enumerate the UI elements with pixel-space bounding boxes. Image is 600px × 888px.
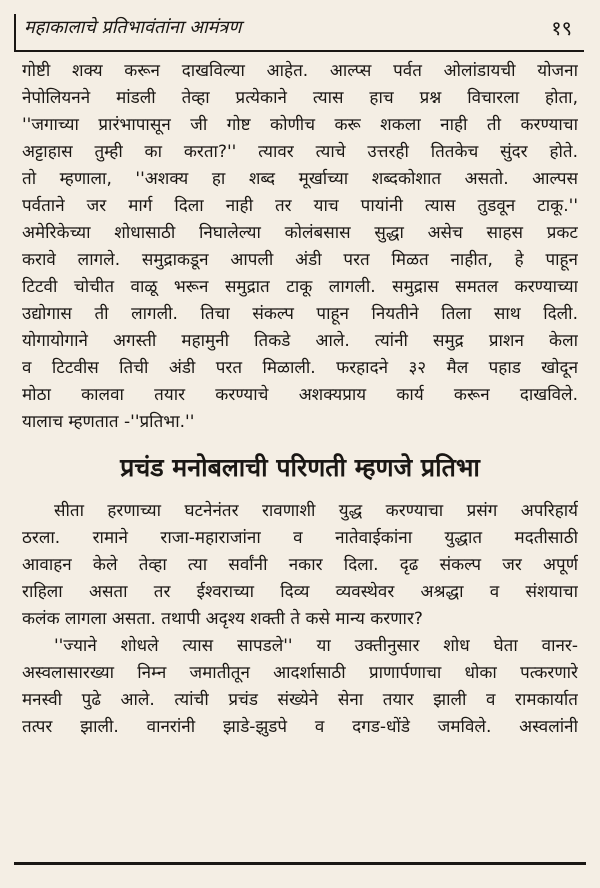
section-heading: प्रचंड मनोबलाची परिणती म्हणजे प्रतिभा <box>120 453 480 482</box>
text-line: करावे लागले. समुद्राकडून आपली अंडी परत मिळत नाहीत, हे पाहून <box>22 250 578 270</box>
text-line: उद्योगास ती लागली. तिचा संकल्प पाहून नियतीने तिला साथ दिली. <box>22 304 578 324</box>
text-line: टिटवी चोचीत वाळू भरून समुद्रात टाकू लागली. समुद्रास समतल करण्याच्या <box>22 277 578 297</box>
text-line: योगायोगाने अगस्ती महामुनी तिकडे आले. त्यांनी समुद्र प्राशन केला <box>22 331 578 351</box>
text-line: यालाच म्हणतात -''प्रतिभा.'' <box>22 412 195 432</box>
text-line: तत्पर झाली. वानरांनी झाडे-झुडपे व दगड-धोंडे जमविले. अस्वलांनी <box>22 717 578 737</box>
text-line: राहिला असता तर ईश्वराच्या दिव्य व्यवस्थेवर अश्रद्धा व संशयाचा <box>22 582 578 602</box>
text-line: अट्टाहास तुम्ही का करता?'' त्यावर त्याचे उत्तरही तितकेच सुंदर होते. <box>22 142 578 162</box>
running-head: महाकालाचे प्रतिभावंतांना आमंत्रण <box>24 17 242 38</box>
text-line: ''जगाच्या प्रारंभापासून जी गोष्ट कोणीच करू शकला नाही ती करण्याचा <box>22 115 578 135</box>
text-line: गोष्टी शक्य करून दाखविल्या आहेत. आल्प्स पर्वत ओलांडायची योजना <box>22 61 578 81</box>
text-line: मनस्वी पुढे आले. त्यांची प्रचंड संख्येने सेना तयार झाली व रामकार्यात <box>22 690 578 710</box>
footer-rule <box>14 862 586 865</box>
text-line: नेपोलियनने मांडली तेव्हा प्रत्येकाने त्यास हाच प्रश्न विचारला होता, <box>22 88 578 108</box>
text-line: ''ज्याने शोधले त्यास सापडले'' या उक्तीनुसार शोध घेता वानर- <box>54 636 578 656</box>
page-number: १९ <box>551 16 572 40</box>
text-line: अस्वलासारख्या निम्न जमातीतून आदर्शासाठी प्राणार्पणाचा धोका पत्करणारे <box>22 663 578 683</box>
text-line: कलंक लागला असता. तथापी अदृश्य शक्ती ते कसे मान्य करणार? <box>22 609 423 629</box>
text-line: ठरला. रामाने राजा-महाराजांना व नातेवाईकांना युद्धात मदतीसाठी <box>22 528 578 548</box>
header-rule <box>14 50 584 52</box>
page-header <box>12 12 580 50</box>
text-line: अमेरिकेच्या शोधासाठी निघालेल्या कोलंबसास सुद्धा असेच साहस प्रकट <box>22 223 578 243</box>
paragraph-1 <box>22 58 578 436</box>
paragraph-2 <box>22 498 578 633</box>
text-line: मोठा कालवा तयार करण्याचे अशक्यप्राय कार्य करून दाखविले. <box>22 385 578 405</box>
text-line: सीता हरणाच्या घटनेनंतर रावणाशी युद्ध करण्याचा प्रसंग अपरिहार्य <box>54 501 578 521</box>
text-line: तो म्हणाला, ''अशक्य हा शब्द मूर्खाच्या शब्दकोशात असतो. आल्पस <box>22 169 578 189</box>
page-body <box>22 58 578 741</box>
text-line: व टिटवीस तिची अंडी परत मिळाली. फरहादने ३२ मैल पहाड खोदून <box>22 358 578 378</box>
text-line: पर्वताने जर मार्ग दिला नाही तर याच पायांनी त्यास तुडवून टाकू.'' <box>22 196 578 216</box>
paragraph-3 <box>22 633 578 741</box>
text-line: आवाहन केले तेव्हा त्या सर्वांनी नकार दिला. दृढ संकल्प जर अपूर्ण <box>22 555 578 575</box>
